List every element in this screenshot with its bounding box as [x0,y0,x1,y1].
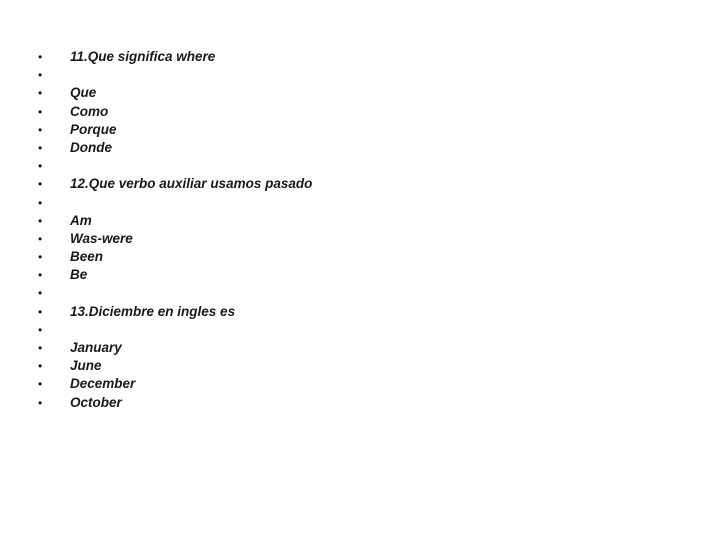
bullet-text: 11.Que significa where [70,49,216,64]
bullet-icon: • [38,104,43,119]
bullet-icon: • [38,213,43,228]
bullet-icon: • [38,86,43,101]
bullet-text: June [70,358,102,374]
bullet-text: Am [70,212,92,228]
bullet-icon: • [38,122,43,137]
bullet-icon: • [38,322,43,337]
bullet-icon: • [38,231,43,246]
bullet-icon: • [38,286,43,301]
bullet-text: 12.Que verbo auxiliar usamos pasado [70,176,313,192]
bullet-text: Be [70,267,88,283]
bullet-icon: • [38,341,43,355]
bullet-icon: • [38,50,43,64]
bullet-text: January [70,340,122,355]
bullet-text: Donde [70,139,112,155]
bullet-icon: • [38,395,43,410]
bullet-icon: • [38,140,43,155]
bullet-icon: • [38,177,43,192]
bullet-icon: • [38,304,43,319]
bullet-icon: • [38,377,43,392]
bullet-text: Que [70,85,97,101]
bullet-icon: • [38,195,43,210]
bullet-text: Been [70,249,104,265]
bullet-text: Was-were [70,230,133,246]
bullet-text: 13.Diciembre en ingles es [70,303,236,319]
bullet-icon: • [38,359,43,374]
bullet-text: Como [70,103,109,119]
bullet-text: October [70,394,122,410]
bullet-icon: • [38,250,43,265]
bullet-icon: • [38,68,43,83]
bullet-text: Porque [70,121,117,137]
bullet-text: December [70,376,136,392]
bullet-icon: • [38,159,43,174]
bullet-icon: • [38,268,43,283]
